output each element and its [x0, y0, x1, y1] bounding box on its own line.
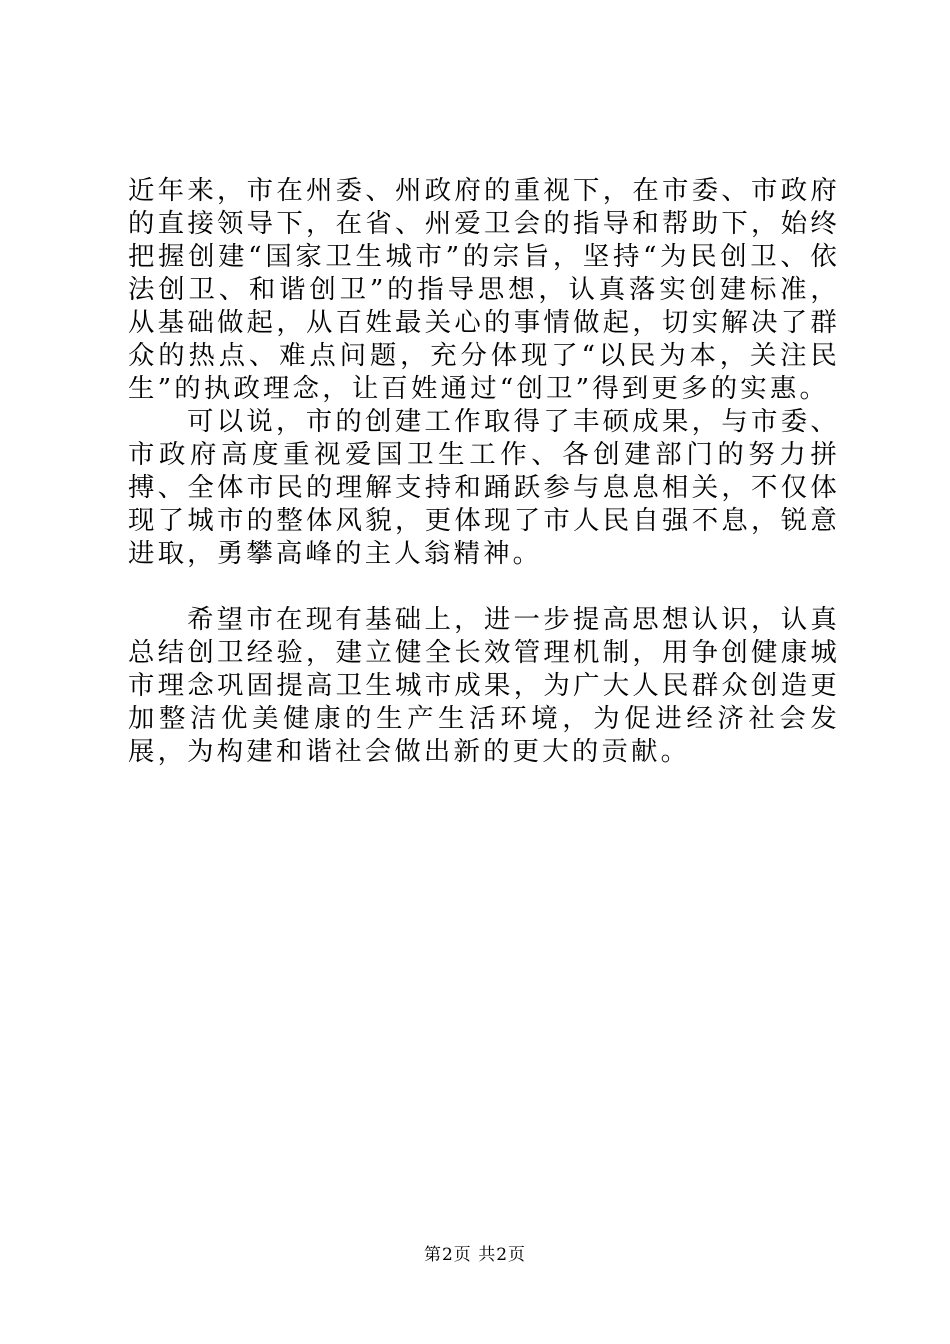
- paragraph-3: 希望市在现有基础上，进一步提高思想认识，认真总结创卫经验，建立健全长效管理机制，用争创健康城市理念巩固提高卫生城市成果，为广大人民群众创造更加整洁优美健康的生产生活环境，为促进经济社会发展，为构建和谐社会做出新的更大的贡献。: [128, 604, 840, 767]
- paragraph-1: 近年来，市在州委、州政府的重视下，在市委、市政府的直接领导下，在省、州爱卫会的指导和帮助下，始终把握创建“国家卫生城市”的宗旨，坚持“为民创卫、依法创卫、和谐创卫”的指导思想，认真落实创建标准，从基础做起，从百姓最关心的事情做起，切实解决了群众的热点、难点问题，充分体现了“以民为本，关注民生”的执政理念，让百姓通过“创卫”得到更多的实惠。: [128, 175, 840, 404]
- document-body: [128, 174, 840, 768]
- paragraph-spacer: [128, 570, 840, 603]
- page-footer: 第2页 共2页: [423, 1245, 527, 1265]
- paragraph-2: 可以说，市的创建工作取得了丰硕成果，与市委、市政府高度重视爱国卫生工作、各创建部门的努力拼搏、全体市民的理解支持和踊跃参与息息相关，不仅体现了城市的整体风貌，更体现了市人民自强不息，锐意进取，勇攀高峰的主人翁精神。: [128, 406, 840, 569]
